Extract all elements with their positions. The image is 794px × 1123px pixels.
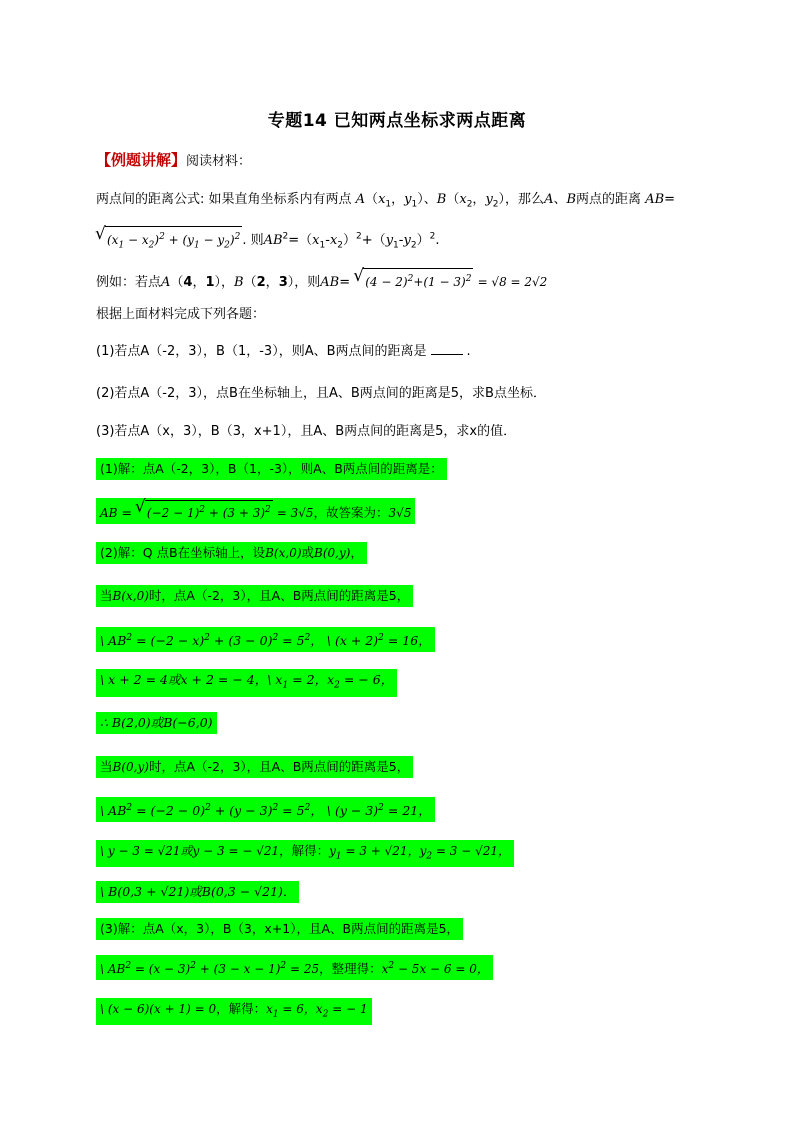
solution-1b: AB = √ $(-2 - 1)^2 + (3 + 3)^2 = 3√5$，故答案为：3√5	[96, 498, 415, 524]
solution-2g: \ $AB^2 = (-2 - 0)^2 + (y - 3)^2 = 5^2$， \ $(y - 3)^2 = 21$，	[96, 797, 435, 822]
solution-2d: \ x + 2 = 4或x + 2 = − 4，\ $x_1 = 2$，$x_2$ = − 6，	[96, 669, 397, 697]
material-p1-text: 两点间的距离公式: 如果直角坐标系内有两点	[96, 192, 352, 207]
solution-2a-c: 或	[301, 545, 315, 560]
solution-1a-text: (1)解：点A（-2，3），B（1，-3），则A、B两点间的距离是：	[96, 458, 447, 480]
task-line: 根据上面材料完成下列各题：	[96, 307, 266, 322]
material-p1-c: 两点的距离	[576, 192, 642, 207]
solution-2c: \ $AB^2 = (-2 - x)^2 + (3 - 0)^2 = 5^2$， \ $(x + 2)^2 = 16$，	[96, 627, 435, 652]
material-p2-text: . 则	[242, 233, 264, 248]
solution-2e: ∴ B(2,0)或B(−6,0)	[96, 712, 217, 734]
solution-2f-a: 当	[100, 759, 113, 774]
answer-blank	[431, 342, 463, 355]
material-p2: √ $(x_1 - x_2)^2 + (y_1 - y_2)^2$ . 则$AB^2=(x_1-x_2)^2+(y_1-y_2)^2$.	[96, 226, 439, 256]
solution-2f-b: 时，点A（-2，3），且A、B两点间的距离是5，	[148, 759, 410, 774]
solution-2i: \ B(0,3 + √21)或B(0,3 − √21)．	[96, 881, 299, 903]
example-text-b: ，则	[294, 275, 321, 290]
material-p3: 例如：若点A（4，1），B（2，3），则AB= √ $(4 - 2)^2+(1 - 3)^2 = √8 = 2√2$	[96, 268, 547, 293]
question-2: (2)若点A（-2，3），点B在坐标轴上，且A、B两点间的距离是5，求B点坐标．	[96, 386, 546, 401]
solution-2b-a: 当	[100, 588, 113, 603]
example-formula: √ $(4 - 2)^2+(1 - 3)^2$	[354, 268, 473, 292]
solution-2a: (2)解：Q 点B在坐标轴上，设B(x,0)或B(0,y)，	[96, 542, 367, 564]
solution-2a-b: 点B在坐标轴上，设	[156, 545, 266, 560]
solution-2b-b: 时，点A（-2，3），且A、B两点间的距离是5，	[148, 588, 410, 603]
solution-3b-tidy: ，整理得：	[319, 961, 382, 976]
example-text: 例如：若点	[96, 275, 162, 290]
solution-2h: \ y − 3 = √21或y − 3 = − √21，解得：$y_1 = 3 + √21$，$y_2 = 3 - √21$，	[96, 840, 514, 867]
solution-2a-a: (2)解：	[100, 545, 143, 560]
solution-1b-text: ，故答案为：	[313, 505, 389, 520]
distance-formula: √ $(x_1 - x_2)^2 + (y_1 - y_2)^2$	[96, 226, 242, 255]
solution-3c-solve: ，解得：	[216, 1001, 267, 1016]
page-title: 专题14 已知两点坐标求两点距离	[267, 111, 527, 131]
question-1-text: (1)若点A（-2，3），B（1，-3），则A、B两点间的距离是	[96, 344, 427, 359]
material-p1: 两点间的距离公式: 如果直角坐标系内有两点 $A(x_1$，$y_1$）、$B(x_2$，$y_2$），那么A、B两点的距离 AB=	[96, 192, 676, 210]
solution-2b: 当B(x,0)时，点A（-2，3），且A、B两点间的距离是5，	[96, 585, 413, 607]
solution-3b: \ $AB^2 = (x - 3)^2 + (3 - x - 1)^2 = 25$，整理得：$x^2 - 5x - 6 = 0$，	[96, 955, 493, 980]
solution-2h-solve: ，解得：	[279, 843, 330, 858]
question-3: (3)若点A（x，3），B（3，x+1），且A、B两点间的距离是5，求x的值．	[96, 424, 517, 439]
intro-line	[96, 150, 251, 172]
question-1: (1)若点A（-2，3），B（1，-3），则A、B两点间的距离是 .	[96, 344, 471, 359]
intro-lead: 阅读材料：	[186, 154, 252, 169]
material-p1-b: ，那么	[505, 192, 545, 207]
solution-3a	[96, 918, 463, 940]
solution-3a-text: (3)解：点A（x，3），B（3，x+1），且A、B两点间的距离是5，	[96, 918, 463, 940]
solution-1a	[96, 458, 447, 480]
solution-2f: 当B(0,y)时，点A（-2，3），且A、B两点间的距离是5，	[96, 756, 413, 778]
example-tag: 【例题讲解】	[96, 151, 187, 169]
solution-3c: \ (x − 6)(x + 1) = 0，解得：$x_1 = 6$，$x_2$ = − 1	[96, 998, 372, 1025]
